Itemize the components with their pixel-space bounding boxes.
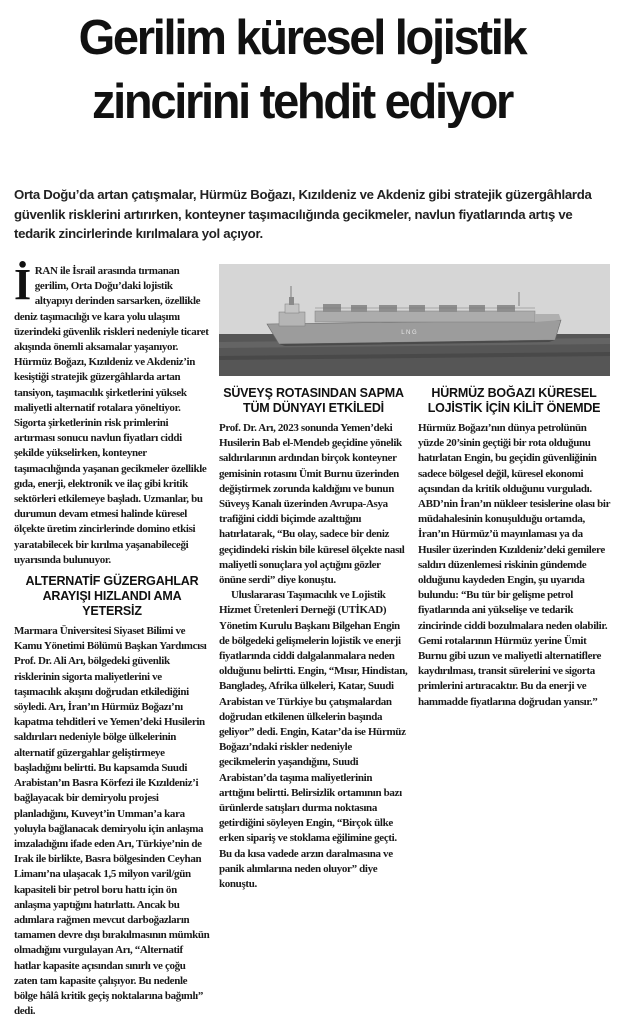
article-column-3 <box>418 380 610 710</box>
intro-text: RAN ile İsrail arasında tırmanan gerilim, Orta Doğu’daki lojistik altyapıyı derinden sarsarken, özellikle deniz taşımacılığı ve kara yolu ulaşımı üzerindeki güvenlik riskleri nedeniyle ticaret akışında önemli aksamalar yaşanıyor. Hürmüz Boğazı, Kızıldeniz ve Akdeniz’in kesiştiği stratejik güzergâhlarda artan tansiyon, taşımacılık şirketlerini yüksek maliyetli alternatif rotalara yöneltiyor. Sigorta şirketlerinin risk primlerini artırması sonucu navlun fiyatları ciddi şekilde yükselirken, konteyner taşımacılığında yaşanan gecikmeler özellikle gıda, enerji, elektronik ve ilaç gibi kritik sektörleri etkilemeye başladı. Uzmanlar, bu durumun devam etmesi halinde küresel ölçekte üretim zincirlerinde domino etkisi yaratabilecek bir kırılma yaşanabileceği uyarısında bulunuyor. <box>14 265 209 566</box>
headline-line-2: zincirini tehdit ediyor <box>91 75 513 129</box>
article-column-2 <box>219 380 408 892</box>
headline <box>14 6 590 134</box>
drop-cap: İ <box>14 260 31 309</box>
headline-line-1: Gerilim küresel lojistik <box>78 11 526 65</box>
paragraph-ali-ari: Marmara Üniversitesi Siyaset Bilimi ve Kamu Yönetimi Bölümü Başkan Yardımcısı Prof. Dr. Ali Arı, bölgedeki güvenlik risklerinin sigorta maliyetlerini ve taşımacılık akışını doğrudan etkilediğini söyledi. Arı, İran’ın Hürmüz Boğazı’nı kapatma tehditleri ve Yemen’deki Husilerin saldırıları nedeniyle bölge ülkelerinin alternatif güzergahlar geliştirmeye başladığını belirtti. Bu kapsamda Suudi Arabistan’ın Basra Körfezi ile Kızıldeniz’i bağlayacak bir demiryolu projesi planladığını, Kuveyt’in Umman’a kara yoluyla bağlanacak demiryolu için anlaşma imzaladığını ifade eden Arı, Türkiye’nin de Irak ile birlikte, Basra bölgesinden Ceyhan Limanı’na ulaşacak 1,5 milyon varil/gün kapasiteli bir petrol boru hattı için ön anlaşma yaptığını hatırlattı. Ancak bu adımlara rağmen mevcut darboğazların tamamen devre dışı bırakılmasının mümkün olmadığını vurgulayan Arı, “Alternatif hatlar kapasite açısından sınırlı ve çoğu zaten tam kapasite çalışıyor. Bu nedenle bölge hâlâ kritik geçiş noktalarına bağımlı” dedi. <box>14 625 210 1018</box>
paragraph-suez: Prof. Dr. Arı, 2023 sonunda Yemen’deki Husilerin Bab el-Mendeb geçidine yönelik saldırılarının ardından birçok konteyner gemisinin rotasını Ümit Burnu üzerinden değiştirmek zorunda kaldığını ve bunun Süveyş Kanalı üzerinden Avrupa-Asya trafiğini ciddi biçimde azalttığını hatırlatarak, “Bu olay, sadece bir deniz geçidindeki riskin bile küresel ölçekte nasıl maliyetli sonuçlara yol açtığını gözler önüne serdi” diye konuştu. <box>219 422 405 587</box>
ship-marking: L N G <box>401 330 417 336</box>
paragraph-hormuz: Hürmüz Boğazı’nın dünya petrolünün yüzde 20’sinin geçtiği bir rota olduğunu hatırlatan Engin, bu geçidin güvenliğinin sadece bölgesel değil, küresel ekonomi açısından da kritik olduğunu vurguladı. ABD’nin İran’ın nükleer tesislerine olası bir müdahalesinin konuşulduğu ortamda, İran’ın Hürmüz’ü mayınlaması ya da Husiler üzerinden Kızıldeniz’deki gemilere saldırı düzenlemesi riskinin gündemde olduğunu kaydeden Engin, şu uyarıda bulundu: “Bu tür bir gelişme petrol fiyatlarında ani yükselişe ve tedarik zincirinde ciddi bozulmalara neden olabilir. Gemi rotalarının Hürmüz yerine Ümit Burnu gibi uzun ve maliyetli alternatiflere kaydırılması, transit sürelerini ve sigorta primlerini artıracaktır. Bu da enerji ve hammadde fiyatlarına doğrudan yansır.” <box>418 422 610 708</box>
paragraph-utikad: Uluslararası Taşımacılık ve Lojistik Hizmet Üretenleri Derneği (UTİKAD) Yönetim Kurulu Başkanı Bilgehan Engin de bölgedeki gelişmelerin lojistik ve enerji fiyatlarında ciddi dalgalanmalara neden olduğunu belirtti. Engin, “Mısır, Hindistan, Bangladeş, Afrika ülkeleri, Katar, Suudi Arabistan ve Türkiye bu çatışmalardan doğrudan etkilenen ülkelerin başında geliyor” dedi. Engin, Katar’da ise Hürmüz Boğazı’ndaki riskler nedeniyle gecikmelerin yaşandığını, Suudi Arabistan’da taşıma maliyetlerinin arttığını belirtti. Belirsizlik ortamının bazı ürünlerde satışları durma noktasına getirdiğini söyleyen Engin, “Birçok ülke erken sipariş ve stoklama eğilimine geçti. Bu da kısa vadede arzın daralmasına ve panik alımlarına neden oluyor” diye konuştu. <box>219 589 408 891</box>
subheading-suez-route: SÜVEYŞ ROTASINDAN SAPMA TÜM DÜNYAYI ETKİLEDİ <box>223 386 404 415</box>
article-column-1 <box>14 260 210 1019</box>
intro-paragraph <box>14 260 210 568</box>
ship-photo <box>219 264 610 376</box>
subheading-alternative-routes: ALTERNATİF GÜZERGAHLAR ARAYIŞI HIZLANDI AMA YETERSİZ <box>25 574 199 619</box>
subheading-hormuz: HÜRMÜZ BOĞAZI KÜRESEL LOJİSTİK İÇİN KİLİT ÖNEMDE <box>427 386 601 415</box>
lede-paragraph: Orta Doğu’da artan çatışmalar, Hürmüz Boğazı, Kızıldeniz ve Akdeniz gibi stratejik güzergâhlarda güvenlik risklerini artırırken, konteyner taşımacılığında gecikmeler, navlun fiyatlarında artış ve tedarik zincirlerinde kırılmalara yol açıyor. <box>14 187 592 241</box>
